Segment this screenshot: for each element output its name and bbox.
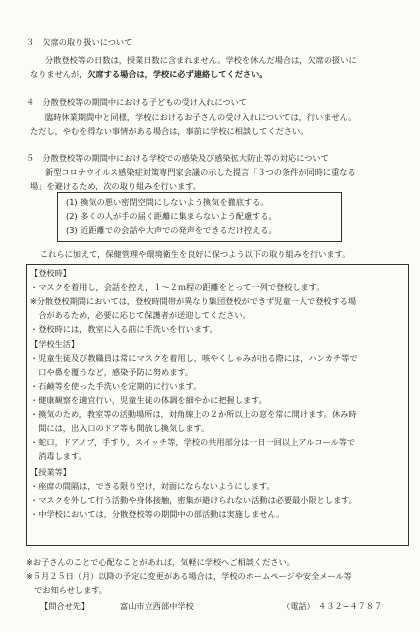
rules-toko-3: 合があるため，必要に応じて保護者が送迎してください。 xyxy=(30,310,251,320)
section-4-heading: ４ 分散登校等の期間中における子どもの受け入れについて xyxy=(26,97,247,107)
three-cs-item-2: (2) 多くの人が手の届く距離に集まらないよう配慮する。 xyxy=(66,211,277,221)
rules-heading-toko: 【登校時】 xyxy=(30,268,71,278)
section-5-line2: 場」を避けるため，次の取り組みを行います。 xyxy=(30,181,201,191)
footer-note-2: ※５月２５日（月）以降の予定に変更がある場合は，学校のホームページや安全メール等 xyxy=(26,571,352,581)
section-3-line2-text: なりませんが， xyxy=(30,69,88,79)
rules-jugyo-3: ・中学校においては，分散登校等の期間中の部活動は実施しません。 xyxy=(30,509,285,519)
rules-jugyo-1: ・座席の間隔は，できる限り空け，対面にならないようにします。 xyxy=(30,481,275,491)
footer-note-1: ※お子さんのことで心配なことがあれば，気軽に学校へご相談ください。 xyxy=(26,557,295,567)
rules-seikatsu-3: ・石鹸等を使った手洗いを定期的に行います。 xyxy=(30,381,202,391)
rules-heading-seikatsu: 【学校生活】 xyxy=(30,339,80,349)
three-cs-item-3: (3) 近距離での会話や大声での発声をできるだけ控える。 xyxy=(66,225,277,235)
rules-toko-4: ・登校時には，教室に入る前に手洗いを行います。 xyxy=(30,324,218,334)
contact-label: 【問合せ先】 xyxy=(40,601,90,611)
section-5-line1: 新型コロナウイルス感染症対策専門家会議の示した提言「３つの条件が同時に重なる xyxy=(45,167,356,177)
absence-notice: 欠席する場合は，学校に必ず連絡してください。 xyxy=(87,69,268,79)
section-3-line2 xyxy=(30,68,267,81)
tel-label: （電話） xyxy=(282,601,315,611)
rules-seikatsu-5: ・換気のため，教室等の活動場所は，対角線上の２か所以上の窓を常に開けます。休み時 xyxy=(30,409,357,419)
rules-seikatsu-2: 口や鼻を覆うなど，感染予防に努めます。 xyxy=(30,367,194,377)
rules-seikatsu-8: 消毒します。 xyxy=(30,451,87,461)
rules-seikatsu-7: ・蛇口，ドアノブ，手すり，スイッチ等，学校の共用部分は一日一回以上アルコール等で xyxy=(30,437,356,447)
section-4-line1: 臨時休業期間中と同様，学校におけるお子さんの受け入れについては，行いません。 xyxy=(45,112,357,122)
footer-note-3: でお知らせします。 xyxy=(26,585,107,595)
section-5-heading: ５ 分散登校等の期間中における学校での感染及び感染拡大防止等の対応について xyxy=(26,153,329,163)
rules-jugyo-2: ・マスクを外して行う活動や身体接触，密集が避けられない活動は必要最小限とします。 xyxy=(30,495,357,505)
rules-seikatsu-1: ・児童生徒及び教職員は常にマスクを着用し，咳やくしゃみが出る際には，ハンカチ等で xyxy=(30,353,358,363)
school-name: 富山市立西部中学校 xyxy=(120,601,194,611)
section-5-after: これらに加えて，保健管理や環境衛生を良好に保つよう以下の取り組みを行います。 xyxy=(40,249,351,259)
rules-heading-jugyo: 【授業等】 xyxy=(30,467,71,477)
section-3-heading: ３ 欠席の取り扱いについて xyxy=(26,37,133,47)
three-cs-item-1: (1) 換気の悪い密閉空間にしないよう換気を徹底する。 xyxy=(66,197,269,207)
rules-seikatsu-6: 間には，出入口のドア等も開放し換気します。 xyxy=(30,423,210,433)
section-3-line1: 分散登校等の日数は，授業日数に含まれません。学校を休んだ場合は，欠席の扱いに xyxy=(45,55,357,65)
rules-seikatsu-4: ・健康観察を適宜行い，児童生徒の体調を細やかに把握します。 xyxy=(30,395,267,405)
rules-toko-2: ※分散登校期間においては，登校時間帯が異なり集団登校ができず児童一人で登校する場 xyxy=(30,296,357,306)
section-4-line2: ただし，やむを得ない事情がある場合は，事前に学校に相談してください。 xyxy=(30,126,309,136)
rules-toko-1: ・マスクを着用し，会話を控え，１〜２ｍ程の距離をとって一列で登校します。 xyxy=(30,282,325,292)
tel-number: ４３２−４７８７ xyxy=(318,601,383,611)
